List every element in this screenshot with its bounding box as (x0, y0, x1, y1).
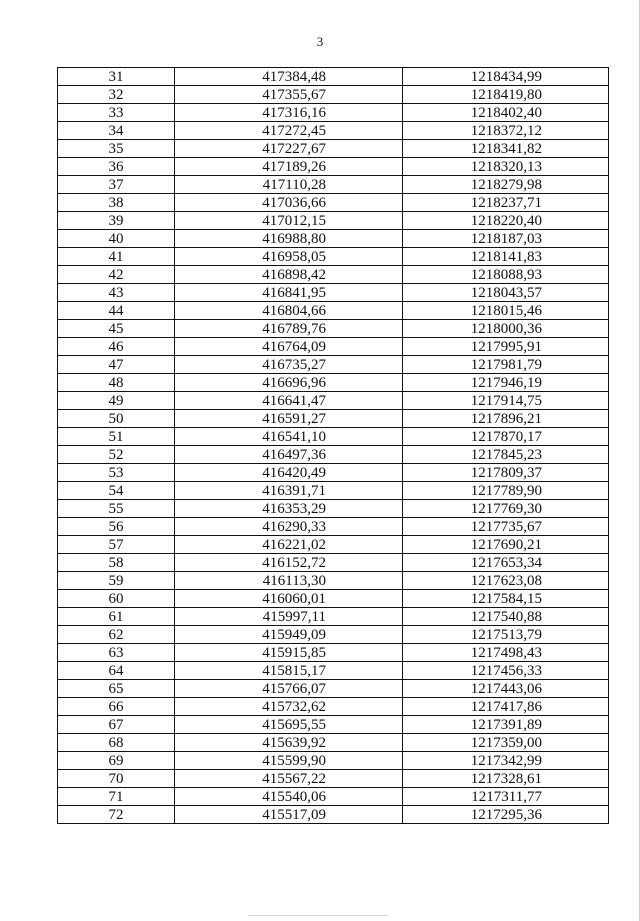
point-number-cell: 71 (58, 788, 175, 806)
table-row (58, 86, 609, 104)
x-coordinate-cell: 417036,66 (175, 194, 403, 212)
table-row (58, 752, 609, 770)
table-row (58, 410, 609, 428)
point-number-cell: 58 (58, 554, 175, 572)
table-row (58, 356, 609, 374)
table-row (58, 284, 609, 302)
point-number-cell: 60 (58, 590, 175, 608)
table-row (58, 230, 609, 248)
y-coordinate-cell: 1217498,43 (403, 644, 609, 662)
point-number-cell: 72 (58, 806, 175, 824)
y-coordinate-cell: 1217342,99 (403, 752, 609, 770)
x-coordinate-cell: 417316,16 (175, 104, 403, 122)
y-coordinate-cell: 1217914,75 (403, 392, 609, 410)
point-number-cell: 69 (58, 752, 175, 770)
x-coordinate-cell: 415639,92 (175, 734, 403, 752)
y-coordinate-cell: 1217513,79 (403, 626, 609, 644)
point-number-cell: 38 (58, 194, 175, 212)
y-coordinate-cell: 1217769,30 (403, 500, 609, 518)
y-coordinate-cell: 1217735,67 (403, 518, 609, 536)
point-number-cell: 34 (58, 122, 175, 140)
point-number-cell: 52 (58, 446, 175, 464)
x-coordinate-cell: 417355,67 (175, 86, 403, 104)
y-coordinate-cell: 1217896,21 (403, 410, 609, 428)
y-coordinate-cell: 1217295,36 (403, 806, 609, 824)
table-row (58, 518, 609, 536)
x-coordinate-cell: 416113,30 (175, 572, 403, 590)
point-number-cell: 50 (58, 410, 175, 428)
table-row (58, 500, 609, 518)
x-coordinate-cell: 415949,09 (175, 626, 403, 644)
x-coordinate-cell: 417384,48 (175, 68, 403, 86)
table-row (58, 140, 609, 158)
table-row (58, 68, 609, 86)
table-row (58, 482, 609, 500)
y-coordinate-cell: 1218088,93 (403, 266, 609, 284)
x-coordinate-cell: 417012,15 (175, 212, 403, 230)
y-coordinate-cell: 1218320,13 (403, 158, 609, 176)
y-coordinate-cell: 1218015,46 (403, 302, 609, 320)
y-coordinate-cell: 1217995,91 (403, 338, 609, 356)
x-coordinate-cell: 416789,76 (175, 320, 403, 338)
point-number-cell: 63 (58, 644, 175, 662)
point-number-cell: 55 (58, 500, 175, 518)
x-coordinate-cell: 416290,33 (175, 518, 403, 536)
point-number-cell: 59 (58, 572, 175, 590)
x-coordinate-cell: 416898,42 (175, 266, 403, 284)
y-coordinate-cell: 1217391,89 (403, 716, 609, 734)
y-coordinate-cell: 1217540,88 (403, 608, 609, 626)
x-coordinate-cell: 416641,47 (175, 392, 403, 410)
point-number-cell: 46 (58, 338, 175, 356)
table-row (58, 374, 609, 392)
point-number-cell: 44 (58, 302, 175, 320)
table-row (58, 176, 609, 194)
coordinates-table-body (58, 68, 609, 824)
table-row (58, 626, 609, 644)
point-number-cell: 54 (58, 482, 175, 500)
page-number: 3 (316, 34, 324, 49)
point-number-cell: 64 (58, 662, 175, 680)
x-coordinate-cell: 416060,01 (175, 590, 403, 608)
y-coordinate-cell: 1218434,99 (403, 68, 609, 86)
y-coordinate-cell: 1217311,77 (403, 788, 609, 806)
table-row (58, 698, 609, 716)
y-coordinate-cell: 1217443,06 (403, 680, 609, 698)
point-number-cell: 37 (58, 176, 175, 194)
point-number-cell: 65 (58, 680, 175, 698)
point-number-cell: 36 (58, 158, 175, 176)
x-coordinate-cell: 415997,11 (175, 608, 403, 626)
y-coordinate-cell: 1217417,86 (403, 698, 609, 716)
y-coordinate-cell: 1218402,40 (403, 104, 609, 122)
y-coordinate-cell: 1217653,34 (403, 554, 609, 572)
point-number-cell: 68 (58, 734, 175, 752)
y-coordinate-cell: 1217359,00 (403, 734, 609, 752)
y-coordinate-cell: 1218372,12 (403, 122, 609, 140)
y-coordinate-cell: 1217328,61 (403, 770, 609, 788)
table-row (58, 212, 609, 230)
table-row (58, 572, 609, 590)
y-coordinate-cell: 1218141,83 (403, 248, 609, 266)
point-number-cell: 39 (58, 212, 175, 230)
y-coordinate-cell: 1217690,21 (403, 536, 609, 554)
table-row (58, 536, 609, 554)
x-coordinate-cell: 415732,62 (175, 698, 403, 716)
point-number-cell: 31 (58, 68, 175, 86)
point-number-cell: 67 (58, 716, 175, 734)
x-coordinate-cell: 416497,36 (175, 446, 403, 464)
table-row (58, 302, 609, 320)
x-coordinate-cell: 415815,17 (175, 662, 403, 680)
table-row (58, 680, 609, 698)
table-row (58, 104, 609, 122)
point-number-cell: 48 (58, 374, 175, 392)
point-number-cell: 41 (58, 248, 175, 266)
y-coordinate-cell: 1218237,71 (403, 194, 609, 212)
x-coordinate-cell: 416541,10 (175, 428, 403, 446)
point-number-cell: 45 (58, 320, 175, 338)
x-coordinate-cell: 416152,72 (175, 554, 403, 572)
table-row (58, 806, 609, 824)
point-number-cell: 42 (58, 266, 175, 284)
x-coordinate-cell: 415766,07 (175, 680, 403, 698)
point-number-cell: 47 (58, 356, 175, 374)
x-coordinate-cell: 415540,06 (175, 788, 403, 806)
table-row (58, 446, 609, 464)
x-coordinate-cell: 417110,28 (175, 176, 403, 194)
table-row (58, 338, 609, 356)
point-number-cell: 57 (58, 536, 175, 554)
table-row (58, 194, 609, 212)
x-coordinate-cell: 415517,09 (175, 806, 403, 824)
point-number-cell: 51 (58, 428, 175, 446)
table-row (58, 662, 609, 680)
x-coordinate-cell: 416420,49 (175, 464, 403, 482)
coordinates-table (57, 67, 609, 824)
point-number-cell: 62 (58, 626, 175, 644)
x-coordinate-cell: 416696,96 (175, 374, 403, 392)
y-coordinate-cell: 1218000,36 (403, 320, 609, 338)
x-coordinate-cell: 415599,90 (175, 752, 403, 770)
y-coordinate-cell: 1217870,17 (403, 428, 609, 446)
point-number-cell: 32 (58, 86, 175, 104)
table-row (58, 464, 609, 482)
y-coordinate-cell: 1217845,23 (403, 446, 609, 464)
point-number-cell: 56 (58, 518, 175, 536)
point-number-cell: 43 (58, 284, 175, 302)
x-coordinate-cell: 415567,22 (175, 770, 403, 788)
y-coordinate-cell: 1217789,90 (403, 482, 609, 500)
y-coordinate-cell: 1217584,15 (403, 590, 609, 608)
table-row (58, 428, 609, 446)
y-coordinate-cell: 1218043,57 (403, 284, 609, 302)
y-coordinate-cell: 1218279,98 (403, 176, 609, 194)
x-coordinate-cell: 416804,66 (175, 302, 403, 320)
table-row (58, 590, 609, 608)
x-coordinate-cell: 415915,85 (175, 644, 403, 662)
x-coordinate-cell: 415695,55 (175, 716, 403, 734)
table-row (58, 608, 609, 626)
table-row (58, 734, 609, 752)
table-row (58, 644, 609, 662)
x-coordinate-cell: 416764,09 (175, 338, 403, 356)
y-coordinate-cell: 1218419,80 (403, 86, 609, 104)
point-number-cell: 40 (58, 230, 175, 248)
scan-artifact-line (248, 915, 388, 916)
y-coordinate-cell: 1218220,40 (403, 212, 609, 230)
x-coordinate-cell: 416735,27 (175, 356, 403, 374)
y-coordinate-cell: 1218341,82 (403, 140, 609, 158)
table-row (58, 554, 609, 572)
point-number-cell: 49 (58, 392, 175, 410)
y-coordinate-cell: 1217981,79 (403, 356, 609, 374)
x-coordinate-cell: 417227,67 (175, 140, 403, 158)
x-coordinate-cell: 416958,05 (175, 248, 403, 266)
point-number-cell: 33 (58, 104, 175, 122)
point-number-cell: 53 (58, 464, 175, 482)
table-row (58, 266, 609, 284)
x-coordinate-cell: 416353,29 (175, 500, 403, 518)
y-coordinate-cell: 1217809,37 (403, 464, 609, 482)
table-row (58, 392, 609, 410)
point-number-cell: 70 (58, 770, 175, 788)
point-number-cell: 35 (58, 140, 175, 158)
x-coordinate-cell: 416988,80 (175, 230, 403, 248)
point-number-cell: 61 (58, 608, 175, 626)
y-coordinate-cell: 1217456,33 (403, 662, 609, 680)
x-coordinate-cell: 416591,27 (175, 410, 403, 428)
y-coordinate-cell: 1218187,03 (403, 230, 609, 248)
table-row (58, 320, 609, 338)
table-row (58, 248, 609, 266)
x-coordinate-cell: 416841,95 (175, 284, 403, 302)
y-coordinate-cell: 1217946,19 (403, 374, 609, 392)
point-number-cell: 66 (58, 698, 175, 716)
table-row (58, 122, 609, 140)
table-row (58, 788, 609, 806)
x-coordinate-cell: 416221,02 (175, 536, 403, 554)
x-coordinate-cell: 417189,26 (175, 158, 403, 176)
table-row (58, 770, 609, 788)
y-coordinate-cell: 1217623,08 (403, 572, 609, 590)
table-row (58, 716, 609, 734)
x-coordinate-cell: 417272,45 (175, 122, 403, 140)
x-coordinate-cell: 416391,71 (175, 482, 403, 500)
table-row (58, 158, 609, 176)
